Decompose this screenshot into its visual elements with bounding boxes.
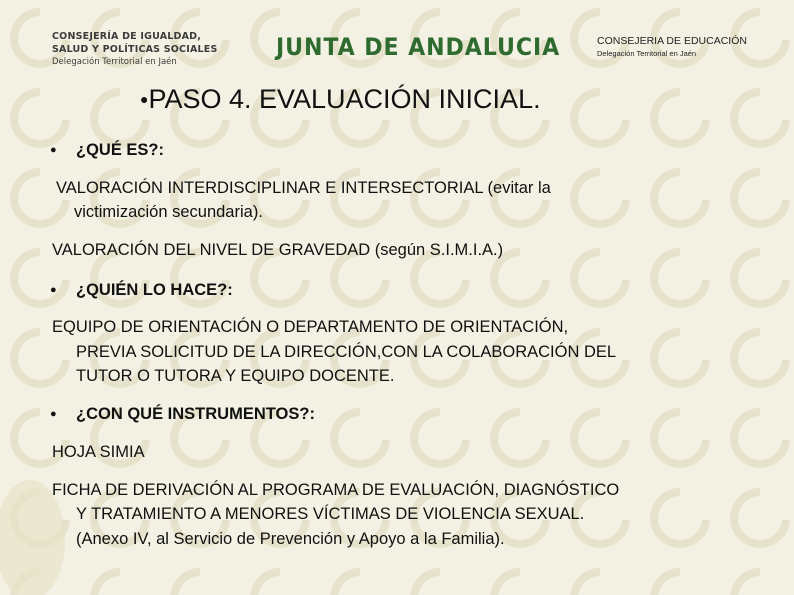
answer-line: EQUIPO DE ORIENTACIÓN O DEPARTAMENTO DE ORIENTACIÓN,: [52, 318, 569, 336]
answer-line: Y TRATAMIENTO A MENORES VÍCTIMAS DE VIOLENCIA SEXUAL.: [76, 505, 585, 523]
logo-line-3: Delegación Territorial en Jaén: [52, 57, 177, 67]
answer-line: TUTOR O TUTORA Y EQUIPO DOCENTE.: [76, 367, 395, 385]
logo-line-1: CONSEJERÍA DE IGUALDAD,: [52, 31, 202, 42]
slide-title-text: PASO 4. EVALUACIÓN INICIAL.: [148, 84, 541, 114]
consejeria-igualdad-logo: [52, 30, 217, 69]
answer-line: PREVIA SOLICITUD DE LA DIRECCIÓN,CON LA COLABORACIÓN DEL: [76, 343, 617, 361]
answer-line: HOJA SIMIA: [52, 443, 145, 461]
bullet-icon: ●: [50, 408, 57, 420]
answer-line: VALORACIÓN INTERDISCIPLINAR E INTERSECTORIAL (evitar la: [56, 179, 551, 197]
answer-line: victimización secundaria).: [74, 203, 263, 221]
bullet-icon: ●: [50, 144, 57, 156]
question-who: ¿QUIÉN LO HACE?:: [76, 281, 233, 299]
bullet-icon: ●: [50, 284, 57, 296]
answer-line: (Anexo IV, al Servicio de Prevención y Apoyo a la Familia).: [76, 530, 505, 548]
delegacion-subtitle: Delegación Territorial en Jaén: [597, 49, 697, 58]
consejeria-educacion-title: CONSEJERIA DE EDUCACIÓN: [597, 35, 747, 47]
question-what: ¿QUÉ ES?:: [76, 141, 165, 159]
slide-title: [140, 84, 541, 115]
logo-line-2: SALUD Y POLÍTICAS SOCIALES: [52, 44, 218, 55]
title-bullet-icon: ●: [140, 90, 149, 107]
question-instruments: ¿CON QUÉ INSTRUMENTOS?:: [76, 405, 315, 423]
answer-line: VALORACIÓN DEL NIVEL DE GRAVEDAD (según S.I.M.I.A.): [52, 241, 504, 259]
answer-line: FICHA DE DERIVACIÓN AL PROGRAMA DE EVALUACIÓN, DIAGNÓSTICO: [52, 481, 620, 499]
junta-andalucia-logo: JUNTA DE ANDALUCIA: [276, 33, 561, 61]
